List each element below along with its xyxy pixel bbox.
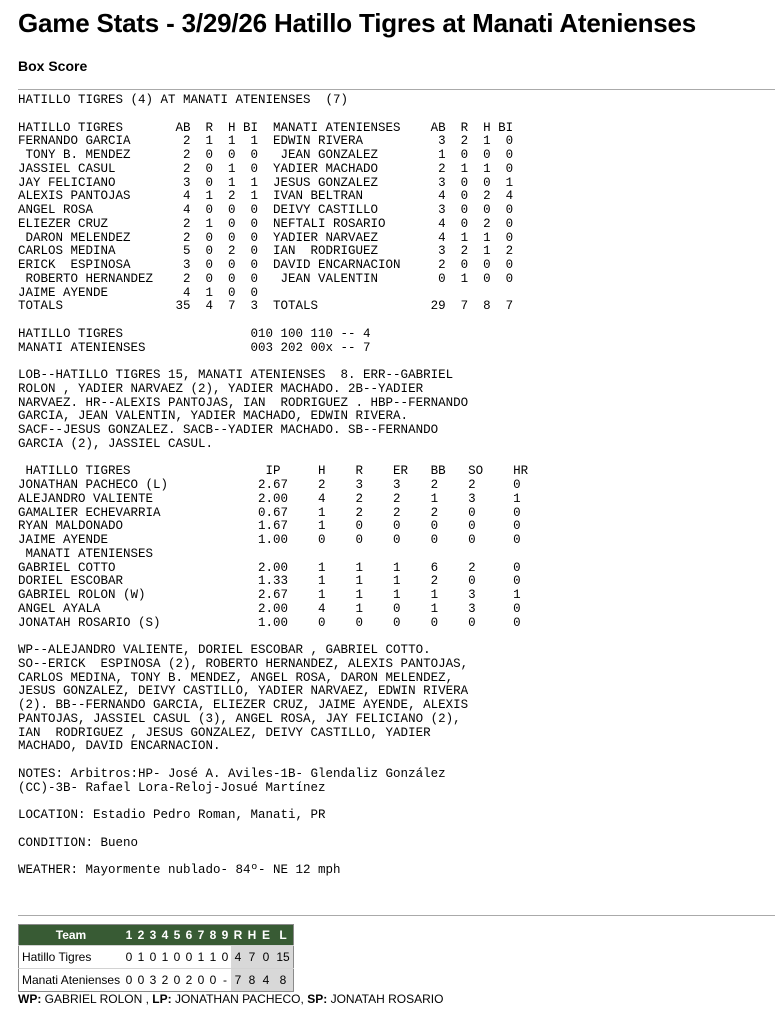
- report-line: PANTOJAS, JASSIEL CASUL (3), ANGEL ROSA, JAY FELICIANO (2),: [18, 711, 461, 726]
- errors-total: 4: [259, 969, 273, 992]
- report-line: GABRIEL COTTO 2.00 1 1 1 6 2 0: [18, 560, 521, 575]
- report-line: TOTALS 35 4 7 3 TOTALS 29 7 8 7: [18, 299, 514, 314]
- runs-total: 4: [231, 946, 245, 969]
- bottom-divider: [18, 915, 775, 916]
- report-line: HATILLO TIGRES 010 100 110 -- 4: [18, 326, 371, 341]
- inning-header: 9: [219, 925, 231, 946]
- report-line: [18, 823, 528, 837]
- report-line: ANGEL AYALA 2.00 4 1 0 1 3 0: [18, 601, 521, 616]
- report-line: SACF--JESUS GONZALEZ. SACB--YADIER MACHADO. SB--FERNANDO: [18, 423, 439, 437]
- inning-score: 1: [135, 946, 147, 969]
- box-score-heading: Box Score: [18, 58, 88, 74]
- inning-score: 0: [171, 969, 183, 992]
- report-line: CONDITION: Bueno: [18, 835, 139, 850]
- lob-header: L: [273, 925, 294, 946]
- lob-total: 15: [273, 946, 294, 969]
- inning-score: 2: [183, 969, 195, 992]
- inning-score: 1: [159, 946, 171, 969]
- report-line: WEATHER: Mayormente nublado- 84º- NE 12 mph: [18, 863, 341, 877]
- report-line: NOTES: Arbitros:HP- José A. Aviles-1B- Glendaliz González: [18, 766, 446, 781]
- inning-header: 8: [207, 925, 219, 946]
- report-line: JAIME AYENDE 1.00 0 0 0 0 0 0: [18, 533, 521, 547]
- errors-total: 0: [259, 946, 273, 969]
- report-line: FERNANDO GARCIA 2 1 1 1 EDWIN RIVERA 3 2 1 0: [18, 134, 514, 149]
- team-name: Manati Atenienses: [19, 969, 124, 992]
- report-line: [18, 754, 528, 768]
- inning-score: 0: [207, 969, 219, 992]
- inning-score: 0: [135, 969, 147, 992]
- runs-header: R: [231, 925, 245, 946]
- inning-score: 0: [183, 946, 195, 969]
- inning-score: 1: [195, 946, 207, 969]
- report-line: TONY B. MENDEZ 2 0 0 0 JEAN GONZALEZ 1 0 0 0: [18, 148, 514, 162]
- report-line: GABRIEL ROLON (W) 2.67 1 1 1 1 3 1: [18, 588, 521, 602]
- report-line: SO--ERICK ESPINOSA (2), ROBERTO HERNANDEZ, ALEXIS PANTOJAS,: [18, 656, 469, 671]
- report-line: JASSIEL CASUL 2 0 1 0 YADIER MACHADO 2 1 1 0: [18, 161, 514, 176]
- report-line: ERICK ESPINOSA 3 0 0 0 DAVID ENCARNACION 2 0 0 0: [18, 258, 514, 272]
- report-line: ANGEL ROSA 4 0 0 0 DEIVY CASTILLO 3 0 0 0: [18, 203, 514, 217]
- report-line: NARVAEZ. HR--ALEXIS PANTOJAS, IAN RODRIGUEZ . HBP--FERNANDO: [18, 395, 469, 410]
- report-line: GAMALIER ECHEVARRIA 0.67 1 2 2 2 0 0: [18, 505, 521, 520]
- report-line: [18, 630, 528, 644]
- report-line: [18, 108, 528, 122]
- report-line: (2). BB--FERNANDO GARCIA, ELIEZER CRUZ, JAIME AYENDE, ALEXIS: [18, 698, 469, 712]
- hits-total: 8: [245, 969, 259, 992]
- inning-header: 3: [147, 925, 159, 946]
- runs-total: 7: [231, 969, 245, 992]
- team-name: Hatillo Tigres: [19, 946, 124, 969]
- page-title: Game Stats - 3/29/26 Hatillo Tigres at Manati Atenienses: [18, 8, 697, 38]
- report-line: JESUS GONZALEZ, DEIVY CASTILLO, YADIER NARVAEZ, EDWIN RIVERA: [18, 684, 469, 699]
- inning-header: 7: [195, 925, 207, 946]
- report-line: [18, 452, 528, 466]
- linescore-row-home: [19, 969, 294, 992]
- report-line: ALEJANDRO VALIENTE 2.00 4 2 2 1 3 1: [18, 491, 521, 506]
- report-line: CARLOS MEDINA, TONY B. MENDEZ, ANGEL ROSA, DARON MELENDEZ,: [18, 670, 454, 685]
- inning-score: 3: [147, 969, 159, 992]
- report-line: JONATHAN PACHECO (L) 2.67 2 3 3 2 2 0: [18, 478, 521, 492]
- report-line: (CC)-3B- Rafael Lora-Reloj-Josué Martínez: [18, 780, 326, 795]
- box-score-report: [18, 94, 528, 878]
- inning-score: 2: [159, 969, 171, 992]
- linescore-team-header: Team: [19, 925, 124, 946]
- report-line: HATILLO TIGRES AB R H BI MANATI ATENIENSES AB R H BI: [18, 120, 514, 135]
- report-line: MANATI ATENIENSES: [18, 546, 154, 561]
- report-line: IAN RODRIGUEZ , JESUS GONZALEZ, DEIVY CASTILLO, YADIER: [18, 725, 431, 740]
- report-line: LOCATION: Estadio Pedro Roman, Manati, PR: [18, 808, 326, 822]
- lp-label: LP:: [152, 992, 172, 1006]
- report-line: RYAN MALDONADO 1.67 1 0 0 0 0 0: [18, 519, 521, 534]
- report-line: HATILLO TIGRES IP H R ER BB SO HR: [18, 464, 529, 479]
- report-line: [18, 314, 528, 328]
- wp-label: WP:: [18, 992, 42, 1006]
- winning-pitcher: GABRIEL ROLON ,: [44, 992, 149, 1006]
- report-line: ROLON , YADIER NARVAEZ (2), YADIER MACHADO. 2B--YADIER: [18, 381, 424, 396]
- inning-score: 0: [195, 969, 207, 992]
- report-line: [18, 795, 528, 809]
- linescore-table: [18, 924, 294, 992]
- report-line: DARON MELENDEZ 2 0 0 0 YADIER NARVAEZ 4 1 1 0: [18, 230, 514, 245]
- report-line: CARLOS MEDINA 5 0 2 0 IAN RODRIGUEZ 3 2 1 2: [18, 244, 514, 259]
- inning-score: -: [219, 969, 231, 992]
- inning-score: 1: [207, 946, 219, 969]
- pitchers-of-record: [18, 992, 443, 1006]
- report-line: ELIEZER CRUZ 2 1 0 0 NEFTALI ROSARIO 4 0 2 0: [18, 216, 514, 231]
- sp-label: SP:: [307, 992, 328, 1006]
- errors-header: E: [259, 925, 273, 946]
- report-line: GARCIA, JEAN VALENTIN, YADIER MACHADO, EDWIN RIVERA.: [18, 409, 409, 424]
- report-line: LOB--HATILLO TIGRES 15, MANATI ATENIENSES 8. ERR--GABRIEL: [18, 368, 454, 382]
- report-line: GARCIA (2), JASSIEL CASUL.: [18, 436, 214, 451]
- inning-header: 5: [171, 925, 183, 946]
- linescore-row-away: [19, 946, 294, 969]
- report-line: [18, 850, 528, 864]
- report-line: ROBERTO HERNANDEZ 2 0 0 0 JEAN VALENTIN 0 1 0 0: [18, 271, 514, 286]
- top-divider: [18, 89, 775, 90]
- report-line: JONATAH ROSARIO (S) 1.00 0 0 0 0 0 0: [18, 615, 521, 630]
- inning-score: 0: [219, 946, 231, 969]
- save-pitcher: JONATAH ROSARIO: [330, 992, 444, 1006]
- report-line: HATILLO TIGRES (4) AT MANATI ATENIENSES (7): [18, 93, 349, 107]
- inning-score: 0: [147, 946, 159, 969]
- inning-header: 2: [135, 925, 147, 946]
- inning-header: 4: [159, 925, 171, 946]
- inning-header: 1: [123, 925, 135, 946]
- inning-score: 0: [123, 969, 135, 992]
- losing-pitcher: JONATHAN PACHECO,: [174, 992, 304, 1006]
- hits-header: H: [245, 925, 259, 946]
- inning-score: 0: [171, 946, 183, 969]
- hits-total: 7: [245, 946, 259, 969]
- report-line: MANATI ATENIENSES 003 202 00x -- 7: [18, 340, 371, 355]
- report-line: DORIEL ESCOBAR 1.33 1 1 1 2 0 0: [18, 574, 521, 589]
- report-line: ALEXIS PANTOJAS 4 1 2 1 IVAN BELTRAN 4 0 2 4: [18, 189, 514, 204]
- report-line: WP--ALEJANDRO VALIENTE, DORIEL ESCOBAR , GABRIEL COTTO.: [18, 643, 431, 657]
- report-line: JAY FELICIANO 3 0 1 1 JESUS GONZALEZ 3 0 0 1: [18, 175, 514, 190]
- inning-header: 6: [183, 925, 195, 946]
- report-line: [18, 355, 528, 369]
- lob-total: 8: [273, 969, 294, 992]
- inning-score: 0: [123, 946, 135, 969]
- report-line: JAIME AYENDE 4 1 0 0: [18, 285, 259, 300]
- linescore-header-row: [19, 925, 294, 946]
- report-line: MACHADO, DAVID ENCARNACION.: [18, 739, 221, 754]
